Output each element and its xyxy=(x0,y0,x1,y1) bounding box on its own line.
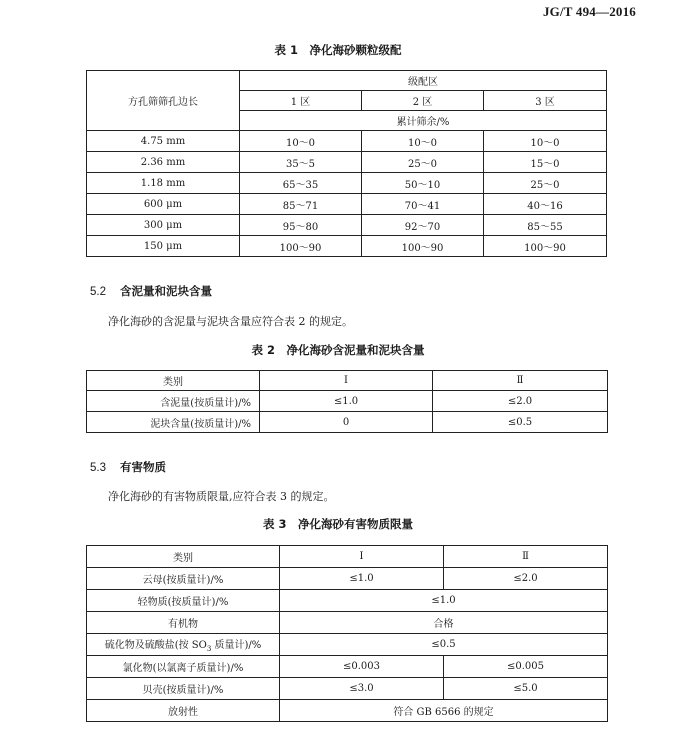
section-5-3-heading xyxy=(90,459,166,475)
row-label: 含泥量(按质量计)/% xyxy=(87,391,260,412)
table-cell: 0 xyxy=(260,412,433,433)
sieve-size-header: 方孔筛筛孔边长 xyxy=(87,71,240,131)
standard-code: JG/T 494—2016 xyxy=(542,4,636,19)
table-cell: 100～90 xyxy=(240,236,362,257)
table-cell: ≤2.0 xyxy=(433,391,608,412)
table-cell: ≤0.003 xyxy=(280,656,444,678)
table-cell: 10～0 xyxy=(484,131,607,152)
mud-content-table xyxy=(86,370,608,433)
grade-2-header: Ⅱ xyxy=(444,546,608,568)
table-cell: 10～0 xyxy=(240,131,362,152)
row-label: 泥块含量(按质量计)/% xyxy=(87,412,260,433)
zone-group-header: 级配区 xyxy=(240,71,607,91)
category-header: 类别 xyxy=(87,546,280,568)
table-cell: 25～0 xyxy=(362,152,484,173)
row-label: 轻物质(按质量计)/% xyxy=(87,590,280,612)
table-cell: 15～0 xyxy=(484,152,607,173)
table-cell: 65～35 xyxy=(240,173,362,194)
cumulative-retained-header: 累计筛余/% xyxy=(240,111,607,131)
section-5-3-text: 净化海砂的有害物质限量,应符合表 3 的规定。 xyxy=(108,490,335,503)
section-5-2-text: 净化海砂的含泥量与泥块含量应符合表 2 的规定。 xyxy=(108,315,353,328)
sieve-size-cell: 600 μm xyxy=(87,194,240,215)
table-cell: ≤2.0 xyxy=(444,568,608,590)
row-label: 有机物 xyxy=(87,612,280,634)
table-cell: ≤1.0 xyxy=(280,568,444,590)
gradation-table xyxy=(86,70,607,257)
table-cell: 85～55 xyxy=(484,215,607,236)
table3-caption: 表 3 净化海砂有害物质限量 xyxy=(262,517,413,531)
section-number: 5.3 xyxy=(90,462,106,474)
table-cell: ≤0.005 xyxy=(444,656,608,678)
row-label: 贝壳(按质量计)/% xyxy=(87,678,280,700)
table-cell: ≤1.0 xyxy=(260,391,433,412)
table-cell: 95～80 xyxy=(240,215,362,236)
table-cell: 50～10 xyxy=(362,173,484,194)
table-cell: 合格 xyxy=(280,612,608,634)
grade-2-header: Ⅱ xyxy=(433,371,608,391)
grade-1-header: Ⅰ xyxy=(260,371,433,391)
row-label: 云母(按质量计)/% xyxy=(87,568,280,590)
row-label: 放射性 xyxy=(87,700,280,722)
table-cell: 25～0 xyxy=(484,173,607,194)
sieve-size-cell: 300 μm xyxy=(87,215,240,236)
table-cell: ≤0.5 xyxy=(433,412,608,433)
row-label xyxy=(87,634,280,656)
section-5-2-heading xyxy=(90,283,212,299)
zone-1-header: 1 区 xyxy=(240,91,362,111)
harmful-substances-table xyxy=(86,545,608,722)
table-cell: ≤5.0 xyxy=(444,678,608,700)
table1-caption: 表 1 净化海砂颗粒级配 xyxy=(274,43,402,57)
label-text: 硫化物及硫酸盐(按 SO xyxy=(104,640,207,651)
table-cell: ≤1.0 xyxy=(280,590,608,612)
label-text: 质量计)/% xyxy=(211,640,262,651)
section-number: 5.2 xyxy=(90,286,106,298)
label-subscript: 3 xyxy=(206,645,212,653)
table-cell: 35～5 xyxy=(240,152,362,173)
table2-caption: 表 2 净化海砂含泥量和泥块含量 xyxy=(251,343,425,357)
table-cell: 符合 GB 6566 的规定 xyxy=(280,700,608,722)
section-title: 有害物质 xyxy=(120,460,166,474)
zone-2-header: 2 区 xyxy=(362,91,484,111)
table-cell: 100～90 xyxy=(484,236,607,257)
row-label: 氯化物(以氯离子质量计)/% xyxy=(87,656,280,678)
table-cell: 70～41 xyxy=(362,194,484,215)
table-cell: 92～70 xyxy=(362,215,484,236)
table-cell: 10～0 xyxy=(362,131,484,152)
sieve-size-cell: 1.18 mm xyxy=(87,173,240,194)
section-title: 含泥量和泥块含量 xyxy=(120,284,212,298)
category-header: 类别 xyxy=(87,371,260,391)
zone-3-header: 3 区 xyxy=(484,91,607,111)
table-cell: ≤0.5 xyxy=(280,634,608,656)
table-cell: 85～71 xyxy=(240,194,362,215)
sieve-size-cell: 150 μm xyxy=(87,236,240,257)
sieve-size-cell: 4.75 mm xyxy=(87,131,240,152)
sieve-size-cell: 2.36 mm xyxy=(87,152,240,173)
table-cell: 40～16 xyxy=(484,194,607,215)
table-cell: ≤3.0 xyxy=(280,678,444,700)
grade-1-header: Ⅰ xyxy=(280,546,444,568)
table-cell: 100～90 xyxy=(362,236,484,257)
